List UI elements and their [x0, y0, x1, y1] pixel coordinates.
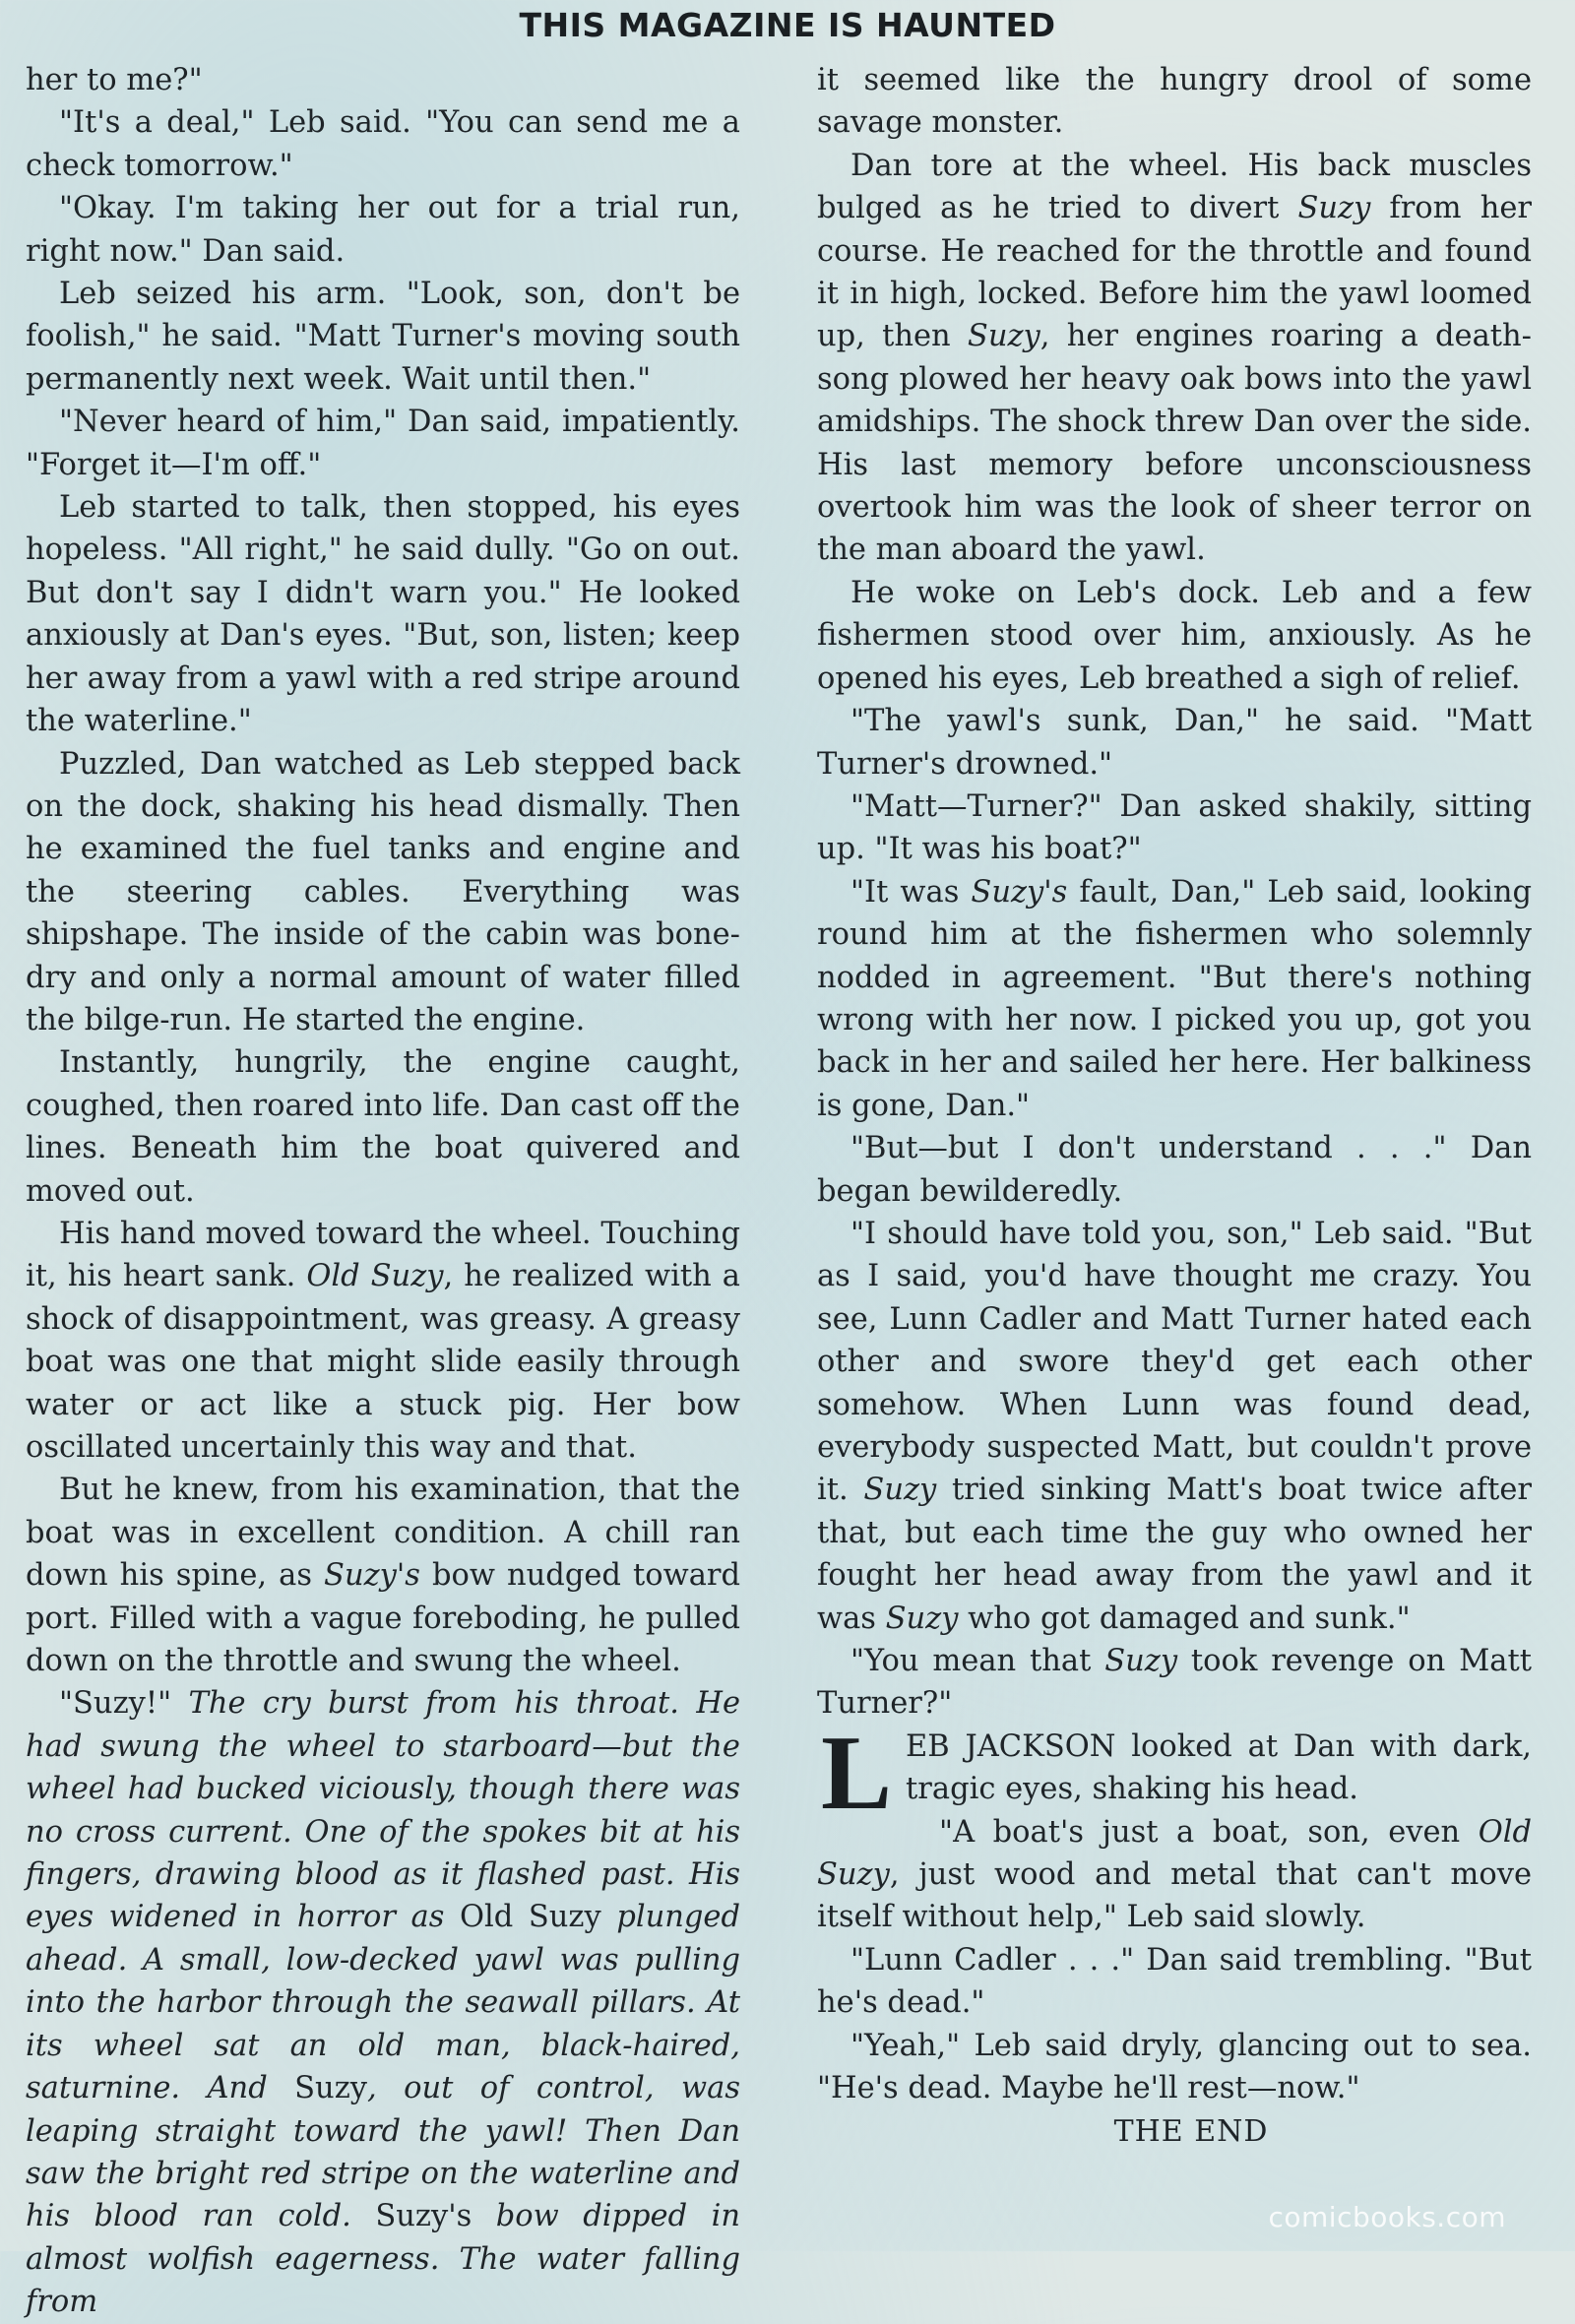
drop-cap-letter: L — [821, 1714, 893, 1832]
story-paragraph — [817, 145, 1532, 572]
story-paragraph — [817, 1127, 1532, 1213]
text-run: , he realized with a shock of disappointment, was greasy. A greasy boat was one that might slide easily through water or act like a stuck pig. Her bow oscillated uncertainly this way and that. — [26, 1259, 740, 1465]
text-run: , her engines roaring a death-song plowed her heavy oak bows into the yawl amidships. The shock threw Dan over the side. His last memory before unconsciousness overtook him was the look of sheer terror on the man aboard the yawl. — [817, 319, 1532, 568]
italic-text: plunged ahead. A small, low-decked yawl was pulling into the harbor through the seawall pillars. At its wheel sat an old man, black-haired, saturnine. And — [26, 1900, 741, 2106]
story-paragraph — [26, 401, 740, 486]
text-run: took revenge on Matt Turner?" — [817, 1644, 1532, 1722]
text-run: "The yawl's sunk, Dan," he said. "Matt Turner's drowned." — [817, 704, 1532, 782]
story-paragraph — [817, 785, 1532, 871]
story-paragraph — [817, 59, 1532, 145]
text-run: Old Suzy — [460, 1900, 601, 1935]
story-paragraph — [26, 101, 740, 187]
text-run: Suzy's — [375, 2199, 472, 2234]
story-paragraph — [26, 1682, 740, 2323]
text-run: her to me?" — [26, 63, 203, 97]
text-run: Instantly, hungrily, the engine caught, coughed, then roared into life. Dan cast off the lines. Beneath him the boat quivered and moved out. — [26, 1045, 740, 1209]
italic-text: The cry burst from his throat. He had swung the wheel to starboard—but the wheel had bucked viciously, though there was no cross current. One of the spokes bit at his fingers, drawing blood as it flashed past. His eyes widened in horror as — [26, 1686, 740, 1935]
text-run: from her course. He reached for the throttle and found it in high, locked. Before him the yawl loomed up, then — [817, 191, 1532, 354]
italic-text: Old Suzy — [306, 1259, 444, 1294]
story-paragraph — [26, 1213, 740, 1469]
story-paragraph — [817, 700, 1532, 785]
story-paragraph — [26, 1469, 740, 1682]
text-run: But he knew, from his examination, that the boat was in excellent condition. A chill ran down his spine, as — [26, 1473, 740, 1594]
text-run: fault, Dan," Leb said, looking round him at the fishermen who solemnly nodded in agreement. "But there's nothing wrong with her now. I picked you up, got you back in her and sailed her here. Her balkiness is gone, Dan." — [817, 874, 1532, 1123]
story-paragraph — [817, 572, 1532, 700]
story-paragraph — [26, 187, 740, 273]
story-column-right — [817, 59, 1532, 2153]
text-run: "It's a deal," Leb said. "You can send me a check tomorrow." — [26, 105, 740, 183]
text-run: EB JACKSON looked at Dan with dark, tragic eyes, shaking his head. — [906, 1728, 1532, 1807]
italic-text: Suzy's — [324, 1558, 420, 1594]
text-run: "A boat's just a boat, son, even — [939, 1814, 1479, 1850]
story-paragraph — [817, 1640, 1532, 1726]
text-run: Puzzled, Dan watched as Leb stepped back on the dock, shaking his head dismally. Then he examined the fuel tanks and engine and the steering cables. Everything was shipshape. The inside of the cabin was bone-dry and only a normal amount of water filled the bilge-run. He started the engine. — [26, 746, 740, 1037]
text-run: "Matt—Turner?" Dan asked shakily, sitting up. "It was his boat?" — [817, 788, 1532, 867]
text-run: "Okay. I'm taking her out for a trial run, right now." Dan said. — [26, 191, 740, 269]
text-run: Leb seized his arm. "Look, son, don't be foolish," he said. "Matt Turner's moving south permanently next week. Wait until then." — [26, 277, 740, 397]
story-paragraph — [26, 59, 740, 101]
italic-text: Suzy — [967, 319, 1040, 354]
italic-text: bow dipped in almost wolfish eagerness. The water falling from — [26, 2199, 740, 2320]
site-watermark: comicbooks.com — [1268, 2201, 1506, 2233]
italic-text: , out of control, was leaping straight toward the yawl! Then Dan saw the bright red stripe on the waterline and his blood ran cold. — [26, 2071, 740, 2234]
text-run: "It was — [850, 874, 972, 910]
text-run: "Yeah," Leb said dryly, glancing out to sea. "He's dead. Maybe he'll rest—now." — [817, 2028, 1532, 2106]
page-header-title: THIS MAGAZINE IS HAUNTED — [519, 6, 1056, 44]
italic-text: Suzy's — [971, 874, 1068, 910]
italic-text: Suzy — [863, 1473, 937, 1508]
story-column-left — [26, 59, 740, 2324]
text-run: He woke on Leb's dock. Leb and a few fishermen stood over him, anxiously. As he opened his eyes, Leb breathed a sigh of relief. — [817, 575, 1532, 696]
text-run: "But—but I don't understand . . ." Dan began bewilderedly. — [817, 1131, 1532, 1209]
text-run: it seemed like the hungry drool of some savage monster. — [817, 63, 1532, 141]
story-paragraph — [817, 871, 1532, 1127]
story-paragraph — [26, 486, 740, 742]
story-paragraph — [817, 1811, 1532, 1939]
the-end-label: THE END — [1113, 2113, 1269, 2149]
text-run: bow nudged toward port. Filled with a vague foreboding, he pulled down on the throttle and swung the wheel. — [26, 1558, 740, 1679]
text-run: who got damaged and sunk." — [958, 1601, 1411, 1636]
story-paragraph — [817, 2025, 1532, 2110]
text-run: Leb started to talk, then stopped, his eyes hopeless. "All right," he said dully. "Go on out. But don't say I didn't warn you." He looked anxiously at Dan's eyes. "But, son, listen; keep her away from a yawl with a red stripe around the waterline." — [26, 490, 740, 739]
story-paragraph — [817, 1939, 1532, 2025]
italic-text: Old Suzy — [817, 1814, 1532, 1893]
text-run: Suzy — [294, 2071, 367, 2106]
story-paragraph — [817, 1213, 1532, 1640]
text-run: "Suzy!" — [59, 1686, 172, 1722]
story-paragraph — [26, 1041, 740, 1213]
text-run: "You mean that — [850, 1644, 1105, 1679]
text-run: "Never heard of him," Dan said, impatiently. "Forget it—I'm off." — [26, 405, 740, 482]
text-run: Dan tore at the wheel. His back muscles bulged as he tried to divert — [817, 148, 1532, 226]
italic-text: Suzy — [1104, 1644, 1178, 1679]
text-run: , just wood and metal that can't move itself without help," Leb said slowly. — [817, 1857, 1532, 1935]
italic-text: Suzy — [885, 1601, 959, 1636]
story-paragraph — [26, 743, 740, 1042]
text-run: "I should have told you, son," Leb said. "But as I said, you'd have thought me crazy. You see, Lunn Cadler and Matt Turner hated each other and swore they'd get each other somehow. When Lunn was found dead, everybody suspected Matt, but couldn't prove it. — [817, 1216, 1532, 1508]
italic-text: Suzy — [1297, 191, 1371, 226]
story-paragraph — [26, 273, 740, 401]
text-run: His hand moved toward the wheel. Touching it, his heart sank. — [26, 1216, 740, 1294]
text-run: tried sinking Matt's boat twice after that, but each time the guy who owned her fought her head away from the yawl and it was — [817, 1473, 1532, 1636]
text-run: "Lunn Cadler . . ." Dan said trembling. "But he's dead." — [817, 1942, 1532, 2021]
